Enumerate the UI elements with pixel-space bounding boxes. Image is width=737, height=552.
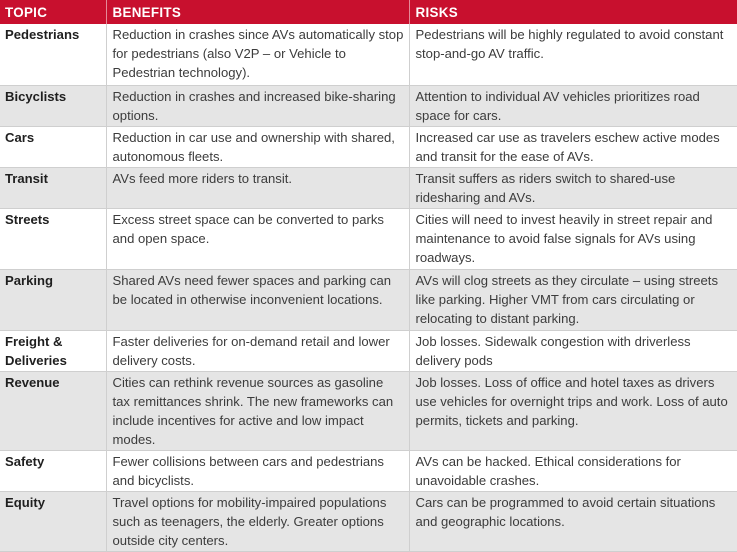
table-row (0, 167, 737, 208)
table-body (0, 24, 737, 551)
topic-cell: Safety (0, 450, 106, 491)
topic-cell: Pedestrians (0, 24, 106, 85)
header-topic: TOPIC (0, 0, 106, 24)
benefits-cell: Travel options for mobility-impaired populations such as teenagers, the elderly. Greater options outside city centers. (106, 491, 409, 551)
topic-cell: Freight & Deliveries (0, 330, 106, 371)
benefits-cell: Faster deliveries for on-demand retail and lower delivery costs. (106, 330, 409, 371)
benefits-cell: AVs feed more riders to transit. (106, 167, 409, 208)
risks-cell: Job losses. Sidewalk congestion with driverless delivery pods (409, 330, 737, 371)
topic-cell: Streets (0, 208, 106, 269)
header-risks: RISKS (409, 0, 737, 24)
table-row (0, 450, 737, 491)
table-header (0, 0, 737, 24)
header-row (0, 0, 737, 24)
topic-cell: Bicyclists (0, 85, 106, 126)
table-row (0, 126, 737, 167)
table-row (0, 371, 737, 450)
risks-cell: Increased car use as travelers eschew active modes and transit for the ease of AVs. (409, 126, 737, 167)
topic-cell: Transit (0, 167, 106, 208)
risks-cell: Job losses. Loss of office and hotel taxes as drivers use vehicles for overnight trips and work. Loss of auto permits, tickets and parking. (409, 371, 737, 450)
table-row (0, 491, 737, 551)
topic-cell: Revenue (0, 371, 106, 450)
benefits-cell: Reduction in crashes and increased bike-sharing options. (106, 85, 409, 126)
risks-cell: AVs can be hacked. Ethical considerations for unavoidable crashes. (409, 450, 737, 491)
risks-cell: Pedestrians will be highly regulated to avoid constant stop-and-go AV traffic. (409, 24, 737, 85)
risks-cell: Attention to individual AV vehicles prioritizes road space for cars. (409, 85, 737, 126)
risks-cell: Cars can be programmed to avoid certain situations and geographic locations. (409, 491, 737, 551)
table-row (0, 208, 737, 269)
risks-cell: Cities will need to invest heavily in street repair and maintenance to avoid false signals for AVs using roadways. (409, 208, 737, 269)
benefits-cell: Fewer collisions between cars and pedestrians and bicyclists. (106, 450, 409, 491)
benefits-cell: Reduction in crashes since AVs automatically stop for pedestrians (also V2P – or Vehicle to Pedestrian technology). (106, 24, 409, 85)
benefits-cell: Excess street space can be converted to parks and open space. (106, 208, 409, 269)
topic-cell: Equity (0, 491, 106, 551)
risks-cell: Transit suffers as riders switch to shared-use ridesharing and AVs. (409, 167, 737, 208)
benefits-cell: Shared AVs need fewer spaces and parking can be located in otherwise inconvenient locations. (106, 269, 409, 330)
table-row (0, 269, 737, 330)
benefits-cell: Cities can rethink revenue sources as gasoline tax remittances shrink. The new frameworks can include incentives for active and low impact modes. (106, 371, 409, 450)
topic-cell: Cars (0, 126, 106, 167)
header-benefits: BENEFITS (106, 0, 409, 24)
table-row (0, 24, 737, 85)
benefits-cell: Reduction in car use and ownership with shared, autonomous fleets. (106, 126, 409, 167)
table-row (0, 330, 737, 371)
topic-cell: Parking (0, 269, 106, 330)
risks-cell: AVs will clog streets as they circulate – using streets like parking. Higher VMT from cars circulating or relocating to distant parking. (409, 269, 737, 330)
table-row (0, 85, 737, 126)
